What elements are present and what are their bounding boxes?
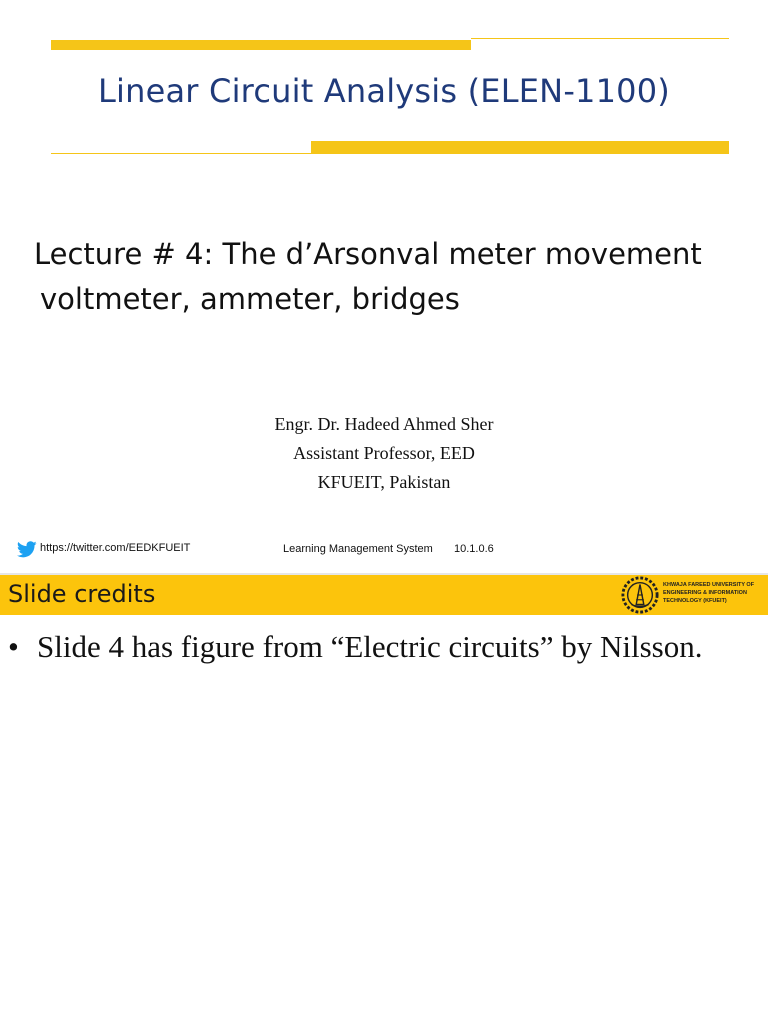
lecture-title <box>34 232 754 322</box>
accent-bar-bottom <box>311 141 729 154</box>
university-logo-icon <box>621 576 659 614</box>
bullet-icon: • <box>8 629 19 664</box>
accent-bar-top <box>51 40 471 50</box>
course-title: Linear Circuit Analysis (ELEN-1100) <box>98 72 670 110</box>
lms-label: Learning Management System <box>283 543 433 555</box>
author-name: Engr. Dr. Hadeed Ahmed Sher <box>274 414 494 434</box>
author-affiliation: KFUEIT, Pakistan <box>317 472 451 492</box>
lecture-title-line2: voltmeter, ammeter, bridges <box>40 282 460 316</box>
credit-text: Slide 4 has figure from “Electric circuits” by Nilsson. <box>37 629 703 664</box>
accent-line-top <box>471 38 729 39</box>
twitter-icon <box>17 541 37 558</box>
list-item <box>8 627 728 666</box>
author-position: Assistant Professor, EED <box>293 443 475 463</box>
accent-line-bottom <box>51 153 311 154</box>
credits-header <box>0 575 768 615</box>
university-logo-text: KHWAJA FAREED UNIVERSITY OF ENGINEERING & INFORMATION TECHNOLOGY (KFUEIT) <box>663 582 755 604</box>
twitter-link[interactable]: https://twitter.com/EEDKFUEIT <box>40 542 191 554</box>
slide-separator <box>0 573 768 575</box>
credits-slide <box>0 575 768 1024</box>
credits-title: Slide credits <box>8 580 156 608</box>
slide-footer <box>0 540 768 560</box>
author-block <box>0 410 768 497</box>
version-label: 10.1.0.6 <box>454 543 494 555</box>
lecture-title-line1: Lecture # 4: The d’Arsonval meter movement <box>34 237 702 271</box>
